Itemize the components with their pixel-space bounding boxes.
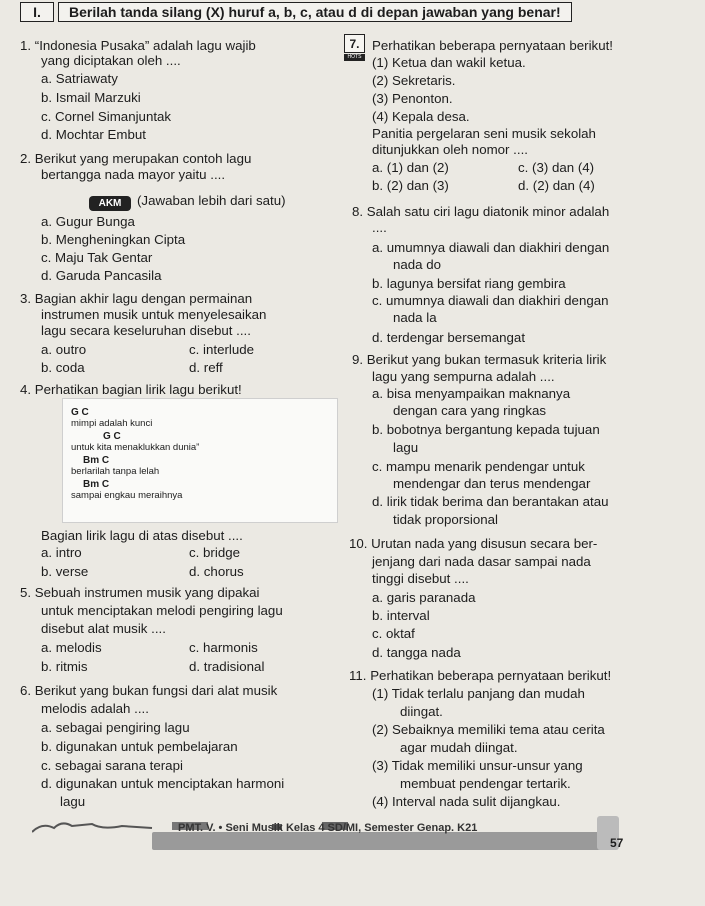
question-5-stem-line1: 5. Sebuah instrumen musik yang dipakai	[20, 585, 260, 600]
section-header	[20, 2, 572, 22]
question-10-option-a[interactable]: a. garis paranada	[372, 590, 476, 605]
akm-badge: AKM	[89, 196, 131, 211]
section-number: I.	[20, 2, 54, 22]
question-8-option-b[interactable]: b. lagunya bersifat riang gembira	[372, 276, 566, 291]
question-4-option-d[interactable]: d. chorus	[189, 564, 244, 579]
chord-line-3: Bm C	[83, 455, 110, 466]
question-2-note: (Jawaban lebih dari satu)	[137, 193, 286, 208]
question-11-statement-4: (4) Interval nada sulit dijangkau.	[372, 794, 561, 809]
question-9-option-a[interactable]: a. bisa menyampaikan maknanya	[372, 386, 571, 401]
page-number: 57	[610, 836, 624, 850]
question-11-statement-1-cont: diingat.	[400, 704, 443, 719]
lyric-line-2: untuk kita menaklukkan dunia”	[71, 442, 200, 453]
question-6-option-d[interactable]: d. digunakan untuk menciptakan harmoni	[41, 776, 285, 791]
question-8-stem: 8. Salah satu ciri lagu diatonik minor adalah	[352, 204, 610, 219]
question-6-option-a[interactable]: a. sebagai pengiring lagu	[41, 720, 190, 735]
question-8-stem-cont: ....	[372, 220, 387, 235]
question-2-stem-line2: bertangga nada mayor yaitu ....	[41, 167, 226, 182]
question-11-statement-2-cont: agar mudah diingat.	[400, 740, 518, 755]
question-7-option-c[interactable]: c. (3) dan (4)	[518, 160, 595, 175]
question-9-option-b[interactable]: b. bobotnya bergantung kepada tujuan	[372, 422, 600, 437]
question-5-option-d[interactable]: d. tradisional	[189, 659, 265, 674]
question-7-number: 7.	[344, 34, 365, 53]
question-8-option-c-cont: nada la	[393, 310, 437, 325]
question-1-option-a[interactable]: a. Satriawaty	[41, 71, 118, 86]
question-6-option-c[interactable]: c. sebagai sarana terapi	[41, 758, 183, 773]
question-9-option-c-cont: mendengar dan terus mendengar	[393, 476, 591, 491]
question-7-statement-3: (3) Penonton.	[372, 91, 453, 106]
question-4-prompt: Bagian lirik lagu di atas disebut ....	[41, 528, 243, 543]
question-3-option-d[interactable]: d. reff	[189, 360, 223, 375]
question-3-stem-line2: instrumen musik untuk menyelesaikan	[41, 307, 267, 322]
question-7-option-d[interactable]: d. (2) dan (4)	[518, 178, 595, 193]
question-2-option-c[interactable]: c. Maju Tak Gentar	[41, 250, 153, 265]
question-3-option-c[interactable]: c. interlude	[189, 342, 255, 357]
question-3-option-b[interactable]: b. coda	[41, 360, 85, 375]
question-3-stem-line1: 3. Bagian akhir lagu dengan permainan	[20, 291, 253, 306]
question-1-option-b[interactable]: b. Ismail Marzuki	[41, 90, 141, 105]
question-4-stem: 4. Perhatikan bagian lirik lagu berikut!	[20, 382, 242, 397]
question-7-option-a[interactable]: a. (1) dan (2)	[372, 160, 449, 175]
question-7-option-b[interactable]: b. (2) dan (3)	[372, 178, 449, 193]
question-8-option-a-cont: nada do	[393, 257, 442, 272]
question-3-stem-line3: lagu secara keseluruhan disebut ....	[41, 323, 251, 338]
question-5-option-a[interactable]: a. melodis	[41, 640, 102, 655]
question-1-stem-line1: 1. “Indonesia Pusaka” adalah lagu wajib	[20, 38, 256, 53]
footer-book-info: PMT. V. • Seni Musik Kelas 4 SD/MI, Semester Genap. K21	[178, 822, 478, 834]
question-5-stem-line3: disebut alat musik ....	[41, 621, 166, 636]
question-4-option-c[interactable]: c. bridge	[189, 545, 240, 560]
question-1-stem-line2: yang diciptakan oleh ....	[41, 53, 181, 68]
question-9-option-a-cont: dengan cara yang ringkas	[393, 403, 547, 418]
question-2-option-d[interactable]: d. Garuda Pancasila	[41, 268, 162, 283]
section-instruction: Berilah tanda silang (X) huruf a, b, c, atau d di depan jawaban yang benar!	[58, 2, 572, 22]
question-11-statement-1: (1) Tidak terlalu panjang dan mudah	[372, 686, 585, 701]
question-8-option-c[interactable]: c. umumnya diawali dan diakhiri dengan	[372, 293, 609, 308]
question-7-statement-4: (4) Kepala desa.	[372, 109, 470, 124]
question-9-option-d[interactable]: d. lirik tidak berima dan berantakan atau	[372, 494, 609, 509]
question-1-option-d[interactable]: d. Mochtar Embut	[41, 127, 146, 142]
question-5-option-c[interactable]: c. harmonis	[189, 640, 258, 655]
question-5-stem-line2: untuk menciptakan melodi pengiring lagu	[41, 603, 283, 618]
question-7-prompt-line2: ditunjukkan oleh nomor ....	[372, 142, 528, 157]
question-2-option-a[interactable]: a. Gugur Bunga	[41, 214, 135, 229]
question-4-option-b[interactable]: b. verse	[41, 564, 89, 579]
question-10-stem: 10. Urutan nada yang disusun secara ber-	[349, 536, 598, 551]
question-7-statement-1: (1) Ketua dan wakil ketua.	[372, 55, 526, 70]
question-9-stem: 9. Berikut yang bukan termasuk kriteria lirik	[352, 352, 607, 367]
hots-badge: HOTS	[344, 54, 365, 61]
question-10-stem-cont2: tinggi disebut ....	[372, 571, 469, 586]
question-7-statement-2: (2) Sekretaris.	[372, 73, 456, 88]
lyric-line-1: mimpi adalah kunci	[71, 418, 153, 429]
question-6-stem-line2: melodis adalah ....	[41, 701, 149, 716]
question-11-statement-3: (3) Tidak memiliki unsur-unsur yang	[372, 758, 583, 773]
chord-line-2: G C	[103, 431, 121, 442]
question-7-prompt-line1: Panitia pergelaran seni musik sekolah	[372, 126, 596, 141]
question-10-stem-cont1: jenjang dari nada dasar sampai nada	[372, 554, 591, 569]
question-10-option-c[interactable]: c. oktaf	[372, 626, 415, 641]
question-11-statement-3-cont: membuat pendengar tertarik.	[400, 776, 571, 791]
question-4-option-a[interactable]: a. intro	[41, 545, 82, 560]
question-9-option-d-cont: tidak proporsional	[393, 512, 498, 527]
question-6-stem-line1: 6. Berikut yang bukan fungsi dari alat musik	[20, 683, 278, 698]
question-8-option-a[interactable]: a. umumnya diawali dan diakhiri dengan	[372, 240, 610, 255]
chord-line-1: G C	[71, 407, 89, 418]
question-10-option-d[interactable]: d. tangga nada	[372, 645, 461, 660]
question-11-statement-2: (2) Sebaiknya memiliki tema atau cerita	[372, 722, 605, 737]
question-11-stem: 11. Perhatikan beberapa pernyataan berikut!	[349, 668, 612, 683]
question-6-option-d-cont: lagu	[60, 794, 86, 809]
lyric-line-4: sampai engkau meraihnya	[71, 490, 183, 501]
question-2-stem-line1: 2. Berikut yang merupakan contoh lagu	[20, 151, 252, 166]
lyrics-box	[62, 398, 338, 523]
lyric-line-3: berlarilah tanpa lelah	[71, 466, 160, 477]
chord-line-4: Bm C	[83, 479, 110, 490]
question-8-option-d[interactable]: d. terdengar bersemangat	[372, 330, 526, 345]
question-10-option-b[interactable]: b. interval	[372, 608, 430, 623]
question-3-option-a[interactable]: a. outro	[41, 342, 87, 357]
question-1-option-c[interactable]: c. Cornel Simanjuntak	[41, 109, 172, 124]
question-6-option-b[interactable]: b. digunakan untuk pembelajaran	[41, 739, 238, 754]
question-9-stem-cont: lagu yang sempurna adalah ....	[372, 369, 555, 384]
question-5-option-b[interactable]: b. ritmis	[41, 659, 88, 674]
question-7-stem: Perhatikan beberapa pernyataan berikut!	[372, 38, 613, 53]
question-2-option-b[interactable]: b. Mengheningkan Cipta	[41, 232, 186, 247]
question-9-option-b-cont: lagu	[393, 440, 419, 455]
question-9-option-c[interactable]: c. mampu menarik pendengar untuk	[372, 459, 585, 474]
